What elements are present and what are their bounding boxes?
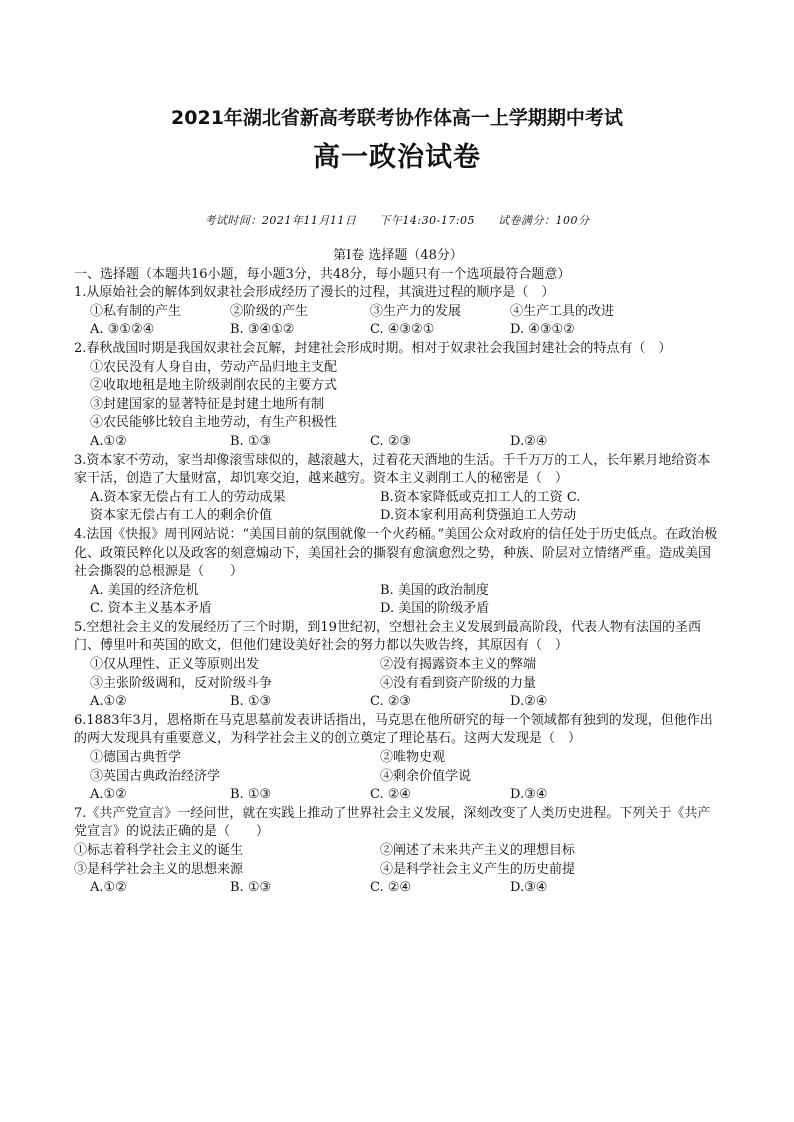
q5-option-d: D.②④ <box>510 694 548 710</box>
q3-option-d: D.资本家利用高利贷强迫工人劳动 <box>380 508 577 524</box>
q5-options <box>74 693 722 712</box>
q5-item-1: ①仅从理性、正义等原则出发 <box>90 657 260 673</box>
q4-option-d: D. 美国的阶级矛盾 <box>380 601 490 617</box>
q6-option-a: A.①② <box>90 787 127 803</box>
q5-item-3: ③主张阶级调和，反对阶级斗争 <box>90 675 273 691</box>
q7-option-a: A.①② <box>90 880 127 896</box>
q6-item-3: ③英国古典政治经济学 <box>90 768 221 784</box>
q1-options <box>74 321 722 340</box>
q7-items-row1 <box>74 842 722 861</box>
q5-option-c: C. ②③ <box>370 694 412 710</box>
section-instruction: 一、选择题（本题共16小题，每小题3分，共48分，每小题只有一个选项最符合题意） <box>74 266 571 282</box>
q2-stem: 2.春秋战国时期是我国奴隶社会瓦解，封建社会形成时期。相对于奴隶社会我国封建社会的特点有（ ） <box>74 340 672 356</box>
q4-options-row1 <box>74 582 722 601</box>
q1-items <box>74 303 722 322</box>
q7-item-1: ①标志着科学社会主义的诞生 <box>74 843 244 858</box>
q3-options-row1 <box>74 489 722 508</box>
q1-option-b: B. ③④①② <box>230 322 295 338</box>
q1-item-4: ④生产工具的改进 <box>510 303 615 319</box>
q3-option-b: B.资本家降低或克扣工人的工资 C. <box>380 489 581 505</box>
q4-option-b: B. 美国的政治制度 <box>380 582 489 598</box>
q5-items-row1 <box>74 656 722 675</box>
q6-items-row1 <box>74 749 722 768</box>
q6-stem: 6.1883年3月，恩格斯在马克思墓前发表讲话指出，马克思在他所研究的每一个领域都有独到的发现，但他作出的两大发现具有重要意义，为科学社会主义的创立奠定了理论基石。这两大发现是（ ） <box>74 712 713 747</box>
q5-item-4: ④没有看到资产阶级的力量 <box>380 675 537 691</box>
q1-option-c: C. ④③②① <box>370 322 435 338</box>
q2-option-c: C. ②③ <box>370 433 412 449</box>
q7-item-3: ③是科学社会主义的思想来源 <box>74 861 244 877</box>
q5-option-b: B. ①③ <box>230 694 272 710</box>
q1-stem: 1.从原始社会的解体到奴隶社会形成经历了漫长的过程，其演进过程的顺序是（ ） <box>74 285 555 301</box>
q2-item-4: ④农民能够比较自主地劳动，有生产积极性 <box>90 415 338 431</box>
exam-meta: 考试时间：2021年11月11日 下午14:30-17:05 试卷满分：100分 <box>204 214 590 227</box>
q4-stem: 4.法国《快报》周刊网站说：“美国目前的氛围就像一个火药桶。”美国公众对政府的信任处于历史低点。在政治极化、政策民粹化以及政客的刻意煽动下，美国社会的撕裂有愈演愈烈之势，种族、阶层对立情绪严重。造成美国社会撕裂的总根源是（ ） <box>74 526 718 580</box>
q7-option-b: B. ①③ <box>230 880 272 896</box>
q6-option-b: B. ①③ <box>230 787 272 803</box>
exam-title: 2021年湖北省新高考联考协作体高一上学期期中考试 <box>171 107 623 129</box>
q2-item-3: ③封建国家的显著特征是封建土地所有制 <box>90 396 325 412</box>
q3-stem: 3.资本家不劳动，家当却像滚雪球似的，越滚越大，过着花天酒地的生活。千千万万的工人，长年累月地给资本家干活，创造了大量财富，却饥寒交迫，越来越穷。资本主义剥削工人的秘密是（ ） <box>74 452 711 487</box>
q5-items-row2 <box>74 675 722 694</box>
q6-items-row2 <box>74 768 722 787</box>
q6-item-4: ④剩余价值学说 <box>380 768 472 784</box>
q6-options <box>74 786 722 805</box>
q6-option-d: D.③④ <box>510 787 548 803</box>
q7-item-2: ②阐述了未来共产主义的理想目标 <box>380 843 576 858</box>
q3-option-c: 资本家无偿占有工人的剩余价值 <box>90 508 273 524</box>
q6-option-c: C. ②④ <box>370 787 412 803</box>
q2-option-b: B. ①③ <box>230 433 272 449</box>
q4-options-row2 <box>74 600 722 619</box>
q7-options <box>74 879 722 898</box>
q2-option-a: A.①② <box>90 433 127 449</box>
q1-option-a: A. ③①②④ <box>90 322 155 338</box>
q7-stem: 7.《共产党宣言》一经问世，就在实践上推动了世界社会主义发展，深刻改变了人类历史进程。下列关于《共产党宣言》的说法正确的是（ ） <box>74 805 711 840</box>
exam-content <box>74 247 722 898</box>
q1-item-3: ③生产力的发展 <box>370 303 462 319</box>
q2-item-1: ①农民没有人身自由，劳动产品归地主支配 <box>90 359 338 375</box>
q7-option-c: C. ②④ <box>370 880 412 896</box>
q1-item-1: ①私有制的产生 <box>90 303 182 319</box>
q2-item-2: ②收取地租是地主阶级剥削农民的主要方式 <box>90 378 338 394</box>
q3-option-a: A.资本家无偿占有工人的劳动成果 <box>90 489 286 505</box>
q2-options <box>74 433 722 452</box>
exam-subtitle: 高一政治试卷 <box>313 142 481 173</box>
q2-option-d: D.②④ <box>510 433 548 449</box>
q5-item-2: ②没有揭露资本主义的弊端 <box>380 657 537 673</box>
q1-item-2: ②阶级的产生 <box>230 303 309 319</box>
q1-option-d: D. ④③①② <box>510 322 575 338</box>
q6-item-1: ①德国古典哲学 <box>90 750 182 766</box>
q4-option-c: C. 资本主义基本矛盾 <box>90 601 212 617</box>
q5-stem: 5.空想社会主义的发展经历了三个时期，到19世纪初，空想社会主义发展到最高阶段，代表人物有法国的圣西门、傅里叶和英国的欧文，但他们建设美好社会的努力都以失败告终，其原因有（ ） <box>74 619 701 654</box>
q5-option-a: A.①② <box>90 694 127 710</box>
q7-option-d: D.③④ <box>510 880 548 896</box>
q6-item-2: ②唯物史观 <box>380 750 446 766</box>
section-heading: 第Ⅰ卷 选择题（48分） <box>333 248 463 263</box>
q7-items-row2 <box>74 861 722 880</box>
q7-item-4: ④是科学社会主义产生的历史前提 <box>380 861 576 877</box>
q4-option-a: A. 美国的经济危机 <box>90 582 199 598</box>
q3-options-row2 <box>74 507 722 526</box>
